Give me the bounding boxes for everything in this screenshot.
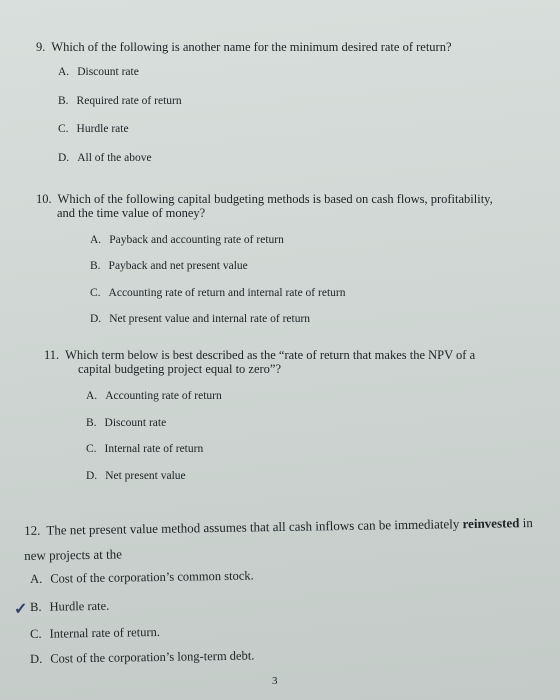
option-text: Net present value xyxy=(105,470,186,482)
option-letter: A. xyxy=(58,66,70,78)
question-text-line1: Which of the following capital budgeting methods is based on cash flows, profitability, xyxy=(57,192,493,206)
q12-option-d xyxy=(30,648,255,667)
option-letter: D. xyxy=(58,152,70,164)
q10-option-d xyxy=(90,312,310,326)
q12-option-a xyxy=(30,568,254,587)
option-letter: D. xyxy=(86,470,98,482)
checkmark-icon: ✓ xyxy=(14,601,28,618)
option-letter: B. xyxy=(90,260,101,272)
q9-option-d xyxy=(58,151,152,165)
option-text: Internal rate of return xyxy=(104,443,204,455)
question-text-bold: reinvested xyxy=(462,515,520,532)
option-letter: C. xyxy=(90,287,101,299)
option-letter: A. xyxy=(90,234,102,246)
page-number: 3 xyxy=(272,675,278,687)
question-text-pre: The net present value method assumes that all cash inflows can be immediately xyxy=(46,516,460,538)
question-number: 12. xyxy=(24,522,41,538)
q10-option-b xyxy=(90,259,248,273)
q9-option-b xyxy=(58,94,182,108)
question-text-post: in xyxy=(522,515,533,531)
option-text: Net present value and internal rate of return xyxy=(109,313,311,325)
option-text: Required rate of return xyxy=(76,95,182,107)
q9-option-a xyxy=(58,65,139,79)
question-10-line2: and the time value of money? xyxy=(57,206,206,220)
q11-option-a xyxy=(86,389,222,403)
option-letter: D. xyxy=(90,313,102,325)
question-text: Which of the following is another name for the minimum desired rate of return? xyxy=(51,40,452,54)
question-11 xyxy=(44,348,475,363)
q11-option-c xyxy=(86,442,203,456)
question-12 xyxy=(24,515,533,539)
option-text: Payback and accounting rate of return xyxy=(109,234,284,246)
question-10 xyxy=(36,192,493,207)
option-letter: C. xyxy=(58,123,69,135)
option-text: All of the above xyxy=(77,152,152,164)
option-text: Accounting rate of return and internal rate of return xyxy=(108,287,346,299)
option-text: Discount rate xyxy=(104,417,167,429)
question-9 xyxy=(36,40,452,55)
option-text: Hurdle rate. xyxy=(49,598,110,614)
option-text: Cost of the corporation’s long-term debt. xyxy=(50,648,255,666)
option-text: Cost of the corporation’s common stock. xyxy=(50,568,254,586)
option-letter: A. xyxy=(30,571,43,586)
question-text-line1: Which term below is best described as the “rate of return that makes the NPV of a xyxy=(65,348,476,362)
q11-option-d xyxy=(86,469,186,483)
option-letter: B. xyxy=(30,599,42,614)
question-11-line2: capital budgeting project equal to zero”? xyxy=(78,362,282,376)
option-text: Payback and net present value xyxy=(108,260,248,272)
option-letter: B. xyxy=(86,417,97,429)
option-letter: D. xyxy=(30,651,43,666)
option-letter: C. xyxy=(30,626,42,641)
q12-option-b xyxy=(30,599,109,615)
option-text: Accounting rate of return xyxy=(105,390,222,402)
option-text: Discount rate xyxy=(77,66,139,78)
question-number: 9. xyxy=(36,40,46,54)
question-number: 10. xyxy=(36,192,52,206)
option-text: Internal rate of return. xyxy=(49,624,161,641)
option-letter: B. xyxy=(58,95,69,107)
q12-option-c xyxy=(30,625,160,642)
q9-option-c xyxy=(58,122,129,136)
q10-option-c xyxy=(90,286,345,300)
q11-option-b xyxy=(86,416,166,430)
option-letter: C. xyxy=(86,443,97,455)
option-text: Hurdle rate xyxy=(76,123,129,135)
q10-option-a xyxy=(90,233,284,247)
option-letter: A. xyxy=(86,390,98,402)
question-12-line2: new projects at the xyxy=(24,546,123,563)
question-number: 11. xyxy=(44,348,60,362)
